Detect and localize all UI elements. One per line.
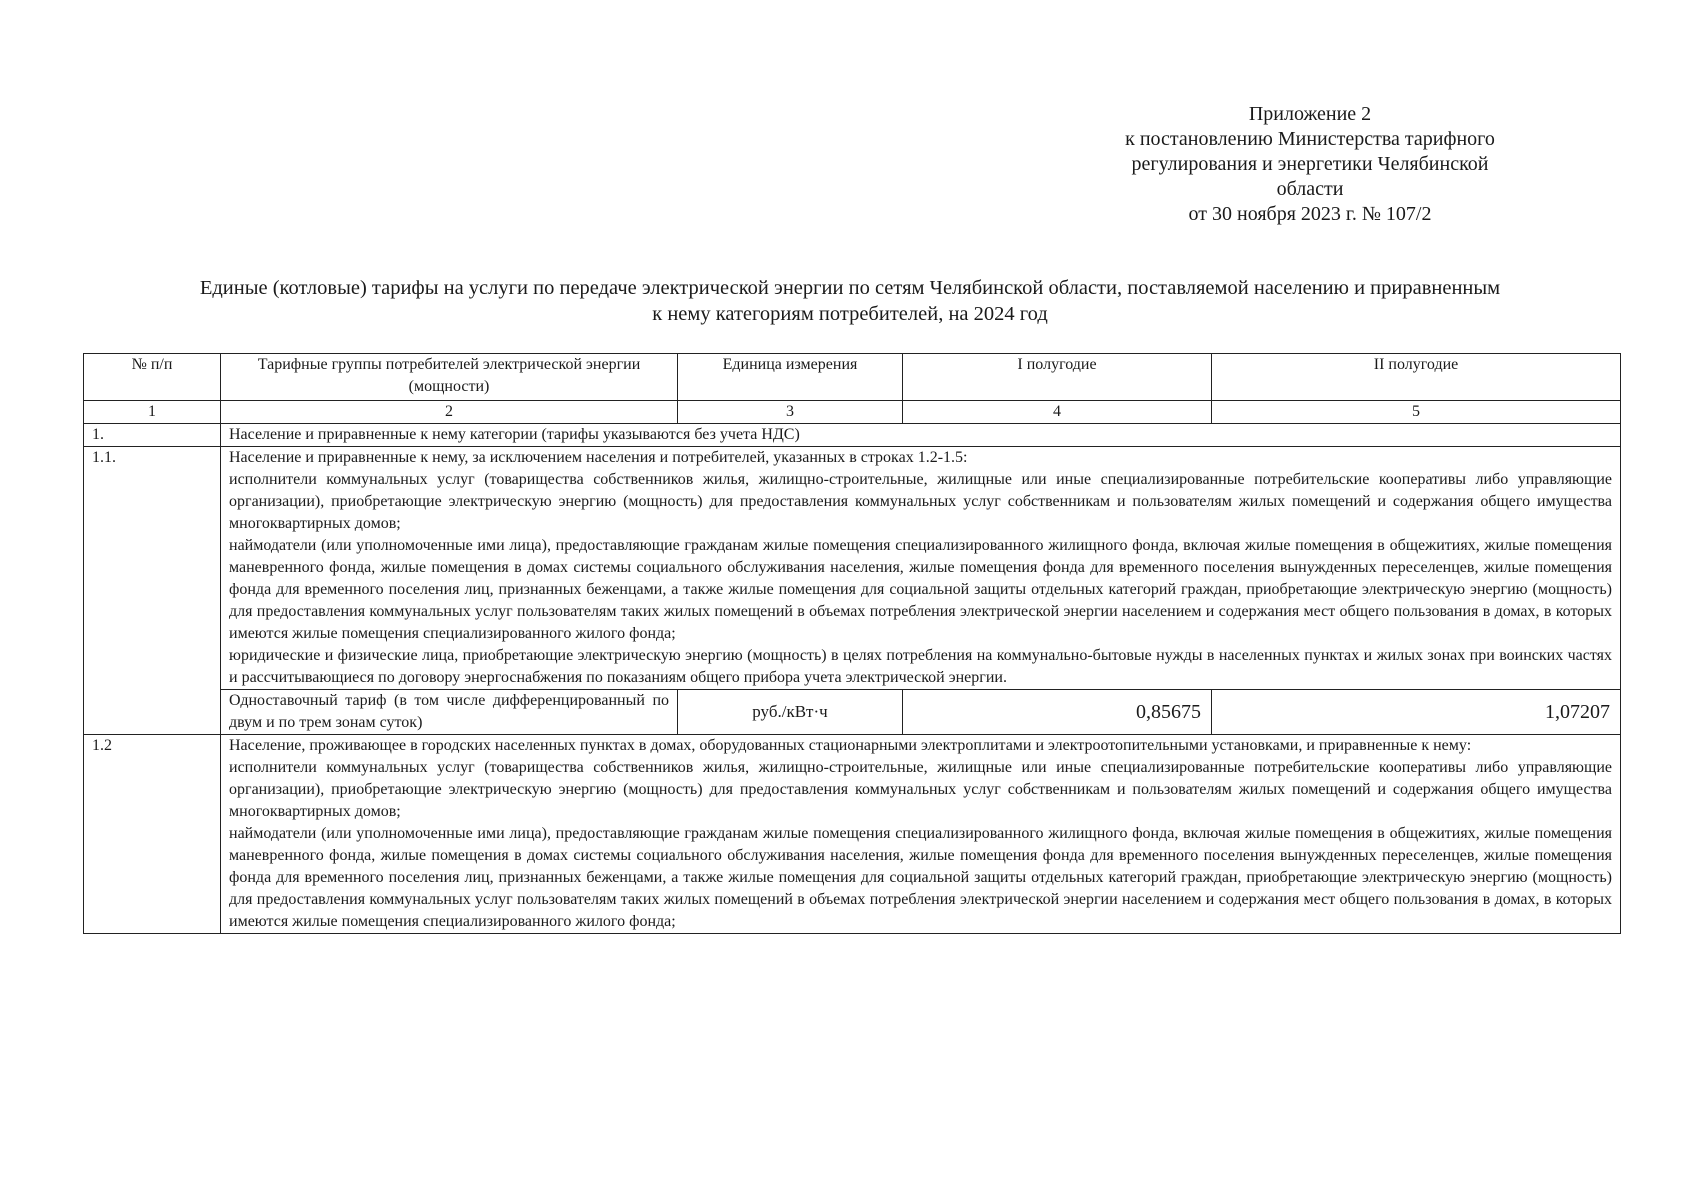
row-category-text: Население и приравненные к нему категории (тарифы указываются без учета НДС) bbox=[221, 424, 1621, 447]
header-half-1: I полугодие bbox=[903, 354, 1212, 401]
category-paragraph: исполнители коммунальных услуг (товарищества собственников жилья, жилищно-строительные, жилищные или иные специализированные потребительские кооперативы либо управляющие организации), приобретающие электрическую энергию (мощность) для предоставления коммунальных услуг собственникам и пользователям жилых помещений и содержания общего имущества многоквартирных домов; bbox=[229, 759, 1612, 820]
appendix-line: области bbox=[1276, 178, 1344, 200]
table-header-row bbox=[84, 354, 1621, 401]
header-num: № п/п bbox=[84, 354, 221, 401]
tariff-value-half-2: 1,07207 bbox=[1212, 690, 1621, 735]
appendix-header bbox=[1100, 102, 1520, 227]
header-unit: Единица измерения bbox=[678, 354, 903, 401]
tariff-row bbox=[84, 690, 1621, 735]
appendix-line: регулирования и энергетики Челябинской bbox=[1131, 153, 1489, 175]
appendix-line: от 30 ноября 2023 г. № 107/2 bbox=[1188, 203, 1432, 225]
category-paragraph: наймодатели (или уполномоченные ими лица), предоставляющие гражданам жилые помещения специализированного жилищного фонда, включая жилые помещения в общежитиях, жилые помещения маневренного фонда, жилые помещения в домах системы социального обслуживания населения, жилые помещения фонда для временного поселения вынужденных переселенцев, жилые помещения фонда для временного поселения лиц, признанных беженцами, а также жилые помещения для социальной защиты отдельных категорий граждан, приобретающие электрическую энергию (мощность) для предоставления коммунальных услуг пользователям таких жилых помещений в объемах потребления электрической энергии населением и содержания мест общего пользования в домах, в которых имеются жилые помещения специализированного жилого фонда; bbox=[229, 825, 1612, 930]
row-number: 1.1. bbox=[84, 447, 221, 735]
category-paragraph: исполнители коммунальных услуг (товарищества собственников жилья, жилищно-строительные, жилищные или иные специализированные потребительские кооперативы либо управляющие организации), приобретающие электрическую энергию (мощность) для предоставления коммунальных услуг собственникам и пользователям жилых помещений и содержания общего имущества многоквартирных домов; bbox=[229, 471, 1612, 532]
row-number: 1. bbox=[84, 424, 221, 447]
row-number: 1.2 bbox=[84, 735, 221, 934]
category-paragraph: Население, проживающее в городских населенных пунктах в домах, оборудованных стационарными электроплитами и электроотопительными установками, и приравненные к нему: bbox=[229, 737, 1472, 754]
row-category-text bbox=[221, 735, 1621, 934]
tariff-label: Одноставочный тариф (в том числе дифференцированный по двум и по трем зонам суток) bbox=[221, 690, 678, 735]
column-number: 2 bbox=[221, 401, 678, 424]
column-number: 4 bbox=[903, 401, 1212, 424]
header-half-2: II полугодие bbox=[1212, 354, 1621, 401]
table-row bbox=[84, 735, 1621, 934]
category-paragraph: Население и приравненные к нему, за исключением населения и потребителей, указанных в строках 1.2-1.5: bbox=[229, 449, 968, 466]
category-paragraph: юридические и физические лица, приобретающие электрическую энергию (мощность) в целях потребления на коммунально-бытовые нужды в населенных пунктах и жилых зонах при воинских частях и рассчитывающиеся по договору энергоснабжения по показаниям общего прибора учета электрической энергии. bbox=[229, 647, 1612, 686]
column-number: 3 bbox=[678, 401, 903, 424]
header-group: Тарифные группы потребителей электрической энергии (мощности) bbox=[221, 354, 678, 401]
column-number-row bbox=[84, 401, 1621, 424]
table-row bbox=[84, 424, 1621, 447]
document-title-line: к нему категориям потребителей, на 2024 год bbox=[652, 303, 1048, 325]
row-category-text bbox=[221, 447, 1621, 690]
document-title-line: Единые (котловые) тарифы на услуги по передаче электрической энергии по сетям Челябинской области, поставляемой населению и приравненным bbox=[199, 277, 1501, 299]
category-paragraph: наймодатели (или уполномоченные ими лица), предоставляющие гражданам жилые помещения специализированного жилищного фонда, включая жилые помещения в общежитиях, жилые помещения маневренного фонда, жилые помещения в домах системы социального обслуживания населения, жилые помещения фонда для временного поселения вынужденных переселенцев, жилые помещения фонда для временного поселения лиц, признанных беженцами, а также жилые помещения для социальной защиты отдельных категорий граждан, приобретающие электрическую энергию (мощность) для предоставления коммунальных услуг пользователям таких жилых помещений в объемах потребления электрической энергии населением и содержания мест общего пользования в домах, в которых имеются жилые помещения специализированного жилого фонда; bbox=[229, 537, 1612, 642]
document-title bbox=[80, 275, 1620, 327]
tariff-unit: руб./кВт·ч bbox=[678, 690, 903, 735]
column-number: 5 bbox=[1212, 401, 1621, 424]
tariff-table bbox=[83, 353, 1621, 934]
table-row bbox=[84, 447, 1621, 690]
appendix-line: Приложение 2 bbox=[1248, 103, 1372, 125]
column-number: 1 bbox=[84, 401, 221, 424]
tariff-value-half-1: 0,85675 bbox=[903, 690, 1212, 735]
appendix-line: к постановлению Министерства тарифного bbox=[1125, 128, 1495, 150]
